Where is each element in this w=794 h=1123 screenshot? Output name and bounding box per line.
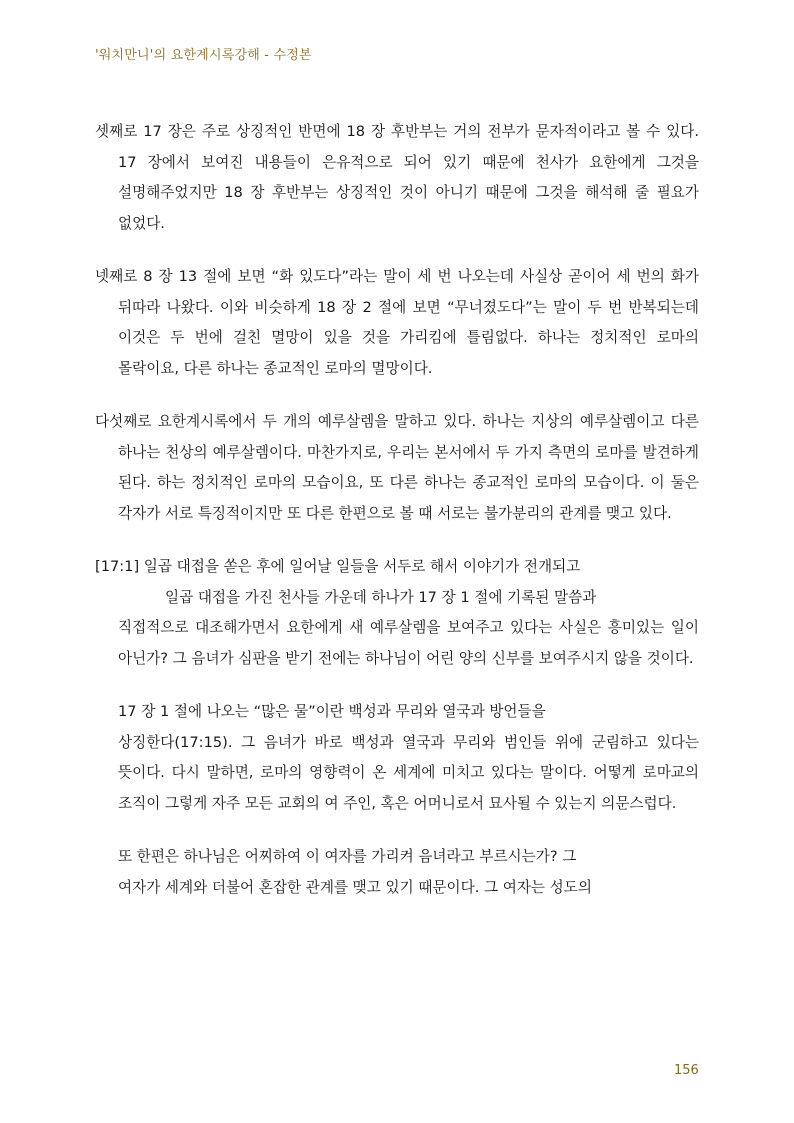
document-body — [95, 117, 699, 903]
paragraph-harlot — [95, 842, 699, 903]
page-header-title: '워치만니'의 요한계시록강해 - 수정본 — [95, 48, 312, 63]
paragraph-many-waters — [95, 697, 699, 819]
paragraph-fifth-point: 다섯째로 요한계시록에서 두 개의 예루살렘을 말하고 있다. 하나는 지상의 예루살렘이고 다른 하나는 천상의 예루살렘이다. 마찬가지로, 우리는 본서에서 두 가지 측면의 로마를 발견하게 된다. 하는 정치적인 로마의 모습이요, 또 다른 하나는 종교적인 로마의 모습이다. 이 둘은 각자가 서로 특징적이지만 또 다른 한편으로 볼 때 서로는 불가분리의 관계를 맺고 있다. — [95, 413, 699, 522]
harlot-line-1: 또 한편은 하나님은 어찌하여 이 여자를 가리켜 음녀라고 부르시는가? 그 — [118, 848, 577, 865]
paragraph-third-point: 셋째로 17 장은 주로 상징적인 반면에 18 장 후반부는 거의 전부가 문자적이라고 볼 수 있다. 17 장에서 보여진 내용들이 은유적으로 되어 있기 때문에 천사가 요한에게 그것을 설명해주었지만 18 장 후반부는 상징적인 것이 아니기 때문에 그것을 해석해 줄 필요가 없었다. — [95, 123, 699, 232]
many-waters-first-line: 17 장 1 절에 나오는 “많은 물”이란 백성과 무리와 열국과 방언들을 — [118, 703, 546, 720]
page-number: 156 — [674, 1063, 699, 1078]
many-waters-body: 상징한다(17:15). 그 음녀가 바로 백성과 열국과 무리와 범인들 위에 군림하고 있다는 뜻이다. 다시 말하면, 로마의 영향력이 온 세계에 미치고 있다는 말이다. 어떻게 로마교의 조직이 그렇게 자주 모든 교회의 여 주인, 혹은 어머니로서 묘사될 수 있는지 의문스럽다. — [118, 733, 699, 812]
section-17-1-first-line: 일곱 대접을 가진 천사들 가운데 하나가 17 장 1 절에 기록된 말씀과 — [165, 588, 597, 606]
paragraph-fourth-point: 넷째로 8 장 13 절에 보면 “화 있도다”라는 말이 세 번 나오는데 사실상 곧이어 세 번의 화가 뒤따라 나왔다. 이와 비슷하게 18 장 2 절에 보면 “무너졌도다”는 말이 두 번 반복되는데 이것은 두 번에 걸친 멸망이 있을 것을 가리킴에 틀림없다. 하나는 정치적인 로마의 몰락이요, 다른 하나는 종교적인 로마의 멸망이다. — [95, 268, 699, 377]
harlot-line-2: 여자가 세계와 더불어 혼잡한 관계를 맺고 있기 때문이다. 그 여자는 성도의 — [118, 878, 592, 896]
section-17-1-body: 직접적으로 대조해가면서 요한에게 새 예루살렘을 보여주고 있다는 사실은 흥미있는 일이 아닌가? 그 음녀가 심판을 받기 전에는 하나님이 어린 양의 신부를 보여주시지 않을 것이다. — [118, 619, 699, 667]
section-17-1 — [95, 552, 699, 674]
section-17-1-heading: [17:1] 일곱 대접을 쏟은 후에 일어날 일들을 서두로 해서 이야기가 전개되고 — [95, 558, 581, 575]
